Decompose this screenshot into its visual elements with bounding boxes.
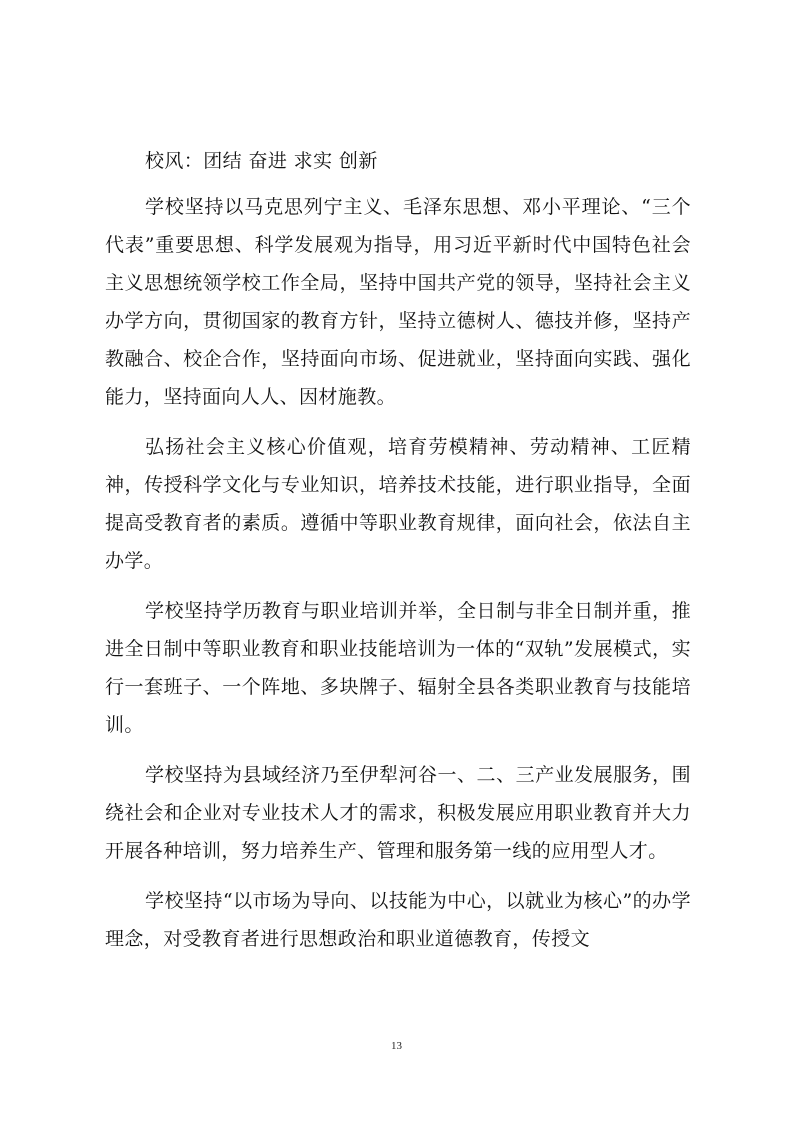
school-philosophy-paragraph: 学校坚持“以市场为导向、以技能为中心，以就业为核心”的办学理念，对受教育者进行思想政治和职业道德教育，传授文 [105, 890, 691, 950]
guiding-principles-paragraph: 学校坚持以马克思列宁主义、毛泽东思想、邓小平理论、“三个代表”重要思想、科学发展观为指导，用习近平新时代中国特色社会主义思想统领学校工作全局，坚持中国共产党的领导，坚持社会主义办学方向，贯彻国家的教育方针，坚持立德树人、德技并修，坚持产教融合、校企合作，坚持面向市场、促进就业，坚持面向实践、强化能力，坚持面向人人、因材施教。 [105, 196, 691, 408]
page-number: 13 [391, 1040, 402, 1052]
education-model-paragraph: 学校坚持学历教育与职业培训并举，全日制与非全日制并重，推进全日制中等职业教育和职业技能培训为一体的“双轨”发展模式，实行一套班子、一个阵地、多块牌子、辐射全县各类职业教育与技能培训。 [105, 600, 691, 736]
school-motto-paragraph: 校风：团结 奋进 求实 创新 [145, 150, 378, 172]
core-values-paragraph: 弘扬社会主义核心价值观，培育劳模精神、劳动精神、工匠精神，传授科学文化与专业知识，培养技术技能，进行职业指导，全面提高受教育者的素质。遵循中等职业教育规律，面向社会，依法自主办学。 [105, 436, 691, 572]
regional-service-paragraph: 学校坚持为县域经济乃至伊犁河谷一、二、三产业发展服务，围绕社会和企业对专业技术人才的需求，积极发展应用职业教育并大力开展各种培训，努力培养生产、管理和服务第一线的应用型人才。 [105, 764, 691, 862]
document-body [105, 142, 691, 970]
